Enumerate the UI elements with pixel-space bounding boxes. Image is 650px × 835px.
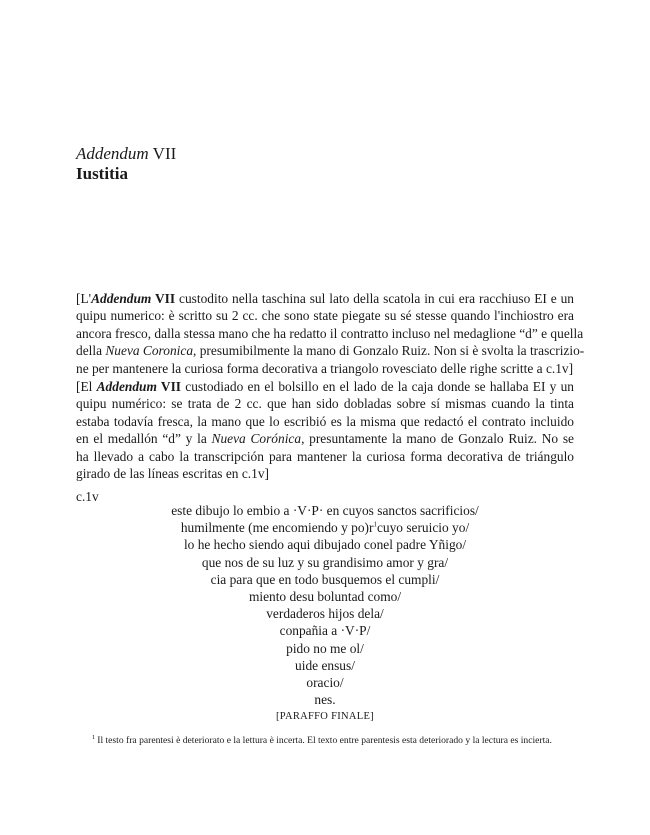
transcription-line: conpañia a ·V·P/: [279, 623, 371, 639]
transcription-line: lo he hecho siendo aqui dibujado conel padre Yñigo/: [183, 537, 467, 553]
paragraph-line: ne per mantenere la curiosa forma decorativa a triangolo rovesciato delle righe scritte a c.1v]: [76, 360, 574, 376]
paragraph-line: girado de las líneas escritas en c.1v]: [76, 466, 269, 482]
spanish-paragraph: [76, 378, 574, 482]
transcription-line: pido no me ol/: [286, 640, 364, 656]
transcription-line: uide ensus/: [295, 657, 355, 673]
transcription-triangle: [160, 502, 490, 726]
italian-paragraph: [76, 290, 585, 377]
addendum-label: [76, 144, 576, 164]
footnote-number: 1: [92, 733, 96, 741]
addendum-heading: [76, 144, 576, 184]
paragraph-line: ancora fresco, dalla stessa mano che ha redatto il contratto incluso nel medaglione “d” e quella: [76, 325, 584, 341]
closing-mark: [PARAFFO FINALE]: [275, 711, 375, 723]
addendum-word: Addendum: [76, 144, 149, 163]
paragraph-line: [El Addendum VII custodiado en el bolsillo en el lado de la caja donde se hallaba EI y un: [76, 379, 574, 394]
transcription-line: miento desu boluntad como/: [248, 589, 402, 605]
paragraph-line: della Nueva Coronica, presumibilmente la mano di Gonzalo Ruiz. Non si è svolta la trascrizio-: [76, 343, 585, 359]
transcription-line: oracio/: [306, 675, 344, 691]
paragraph-line: estaba todavía fresca, la mano que lo escribió es la misma que redactó el contrato incluido: [76, 413, 574, 429]
paragraph-line: quipu numerico: è scritto su 2 cc. che sono state piegate su sé stesse quando l'inchiostro era: [76, 308, 574, 324]
transcription-line: cia para que en todo busquemos el cumpli/: [210, 571, 440, 587]
footnote: [92, 734, 592, 747]
transcription-line: humilmente (me encomiendo y po)r$^1$cuyo seruicio yo/: [180, 520, 470, 536]
paragraph-line: [L'Addendum VII custodito nella taschina sul lato della scatola in cui era racchiuso EI e un: [76, 291, 575, 306]
transcription-line: este dibujo lo embio a ·V·P· en cuyos sanctos sacrificios/: [171, 503, 479, 518]
section-label: c.1v: [76, 489, 99, 504]
addendum-title: Iustitia: [76, 164, 128, 183]
transcription-line: verdaderos hijos dela/: [266, 606, 384, 622]
transcription-line: nes.: [314, 692, 336, 708]
transcription-line: que nos de su luz y su grandisimo amor y gra/: [201, 554, 449, 570]
paragraph-line: quipu numérico: se trata de 2 cc. que han sido dobladas sobre sí mismas cuando la tinta: [76, 396, 574, 412]
paragraph-line: en el medallón “d” y la Nueva Corónica, presuntamente la mano de Gonzalo Ruiz. No se: [76, 431, 574, 447]
paragraph-line: ha llevado a cabo la transcripción para mantener la curiosa forma decorativa de triángulo: [76, 448, 574, 464]
footnote-text: Il testo fra parentesi è deteriorato e la lettura è incerta. El texto entre parentesis esta deteriorado y la lectura es incierta.: [97, 735, 552, 746]
addendum-number: VII: [152, 144, 177, 163]
footnote-marker: 1: [373, 520, 377, 529]
